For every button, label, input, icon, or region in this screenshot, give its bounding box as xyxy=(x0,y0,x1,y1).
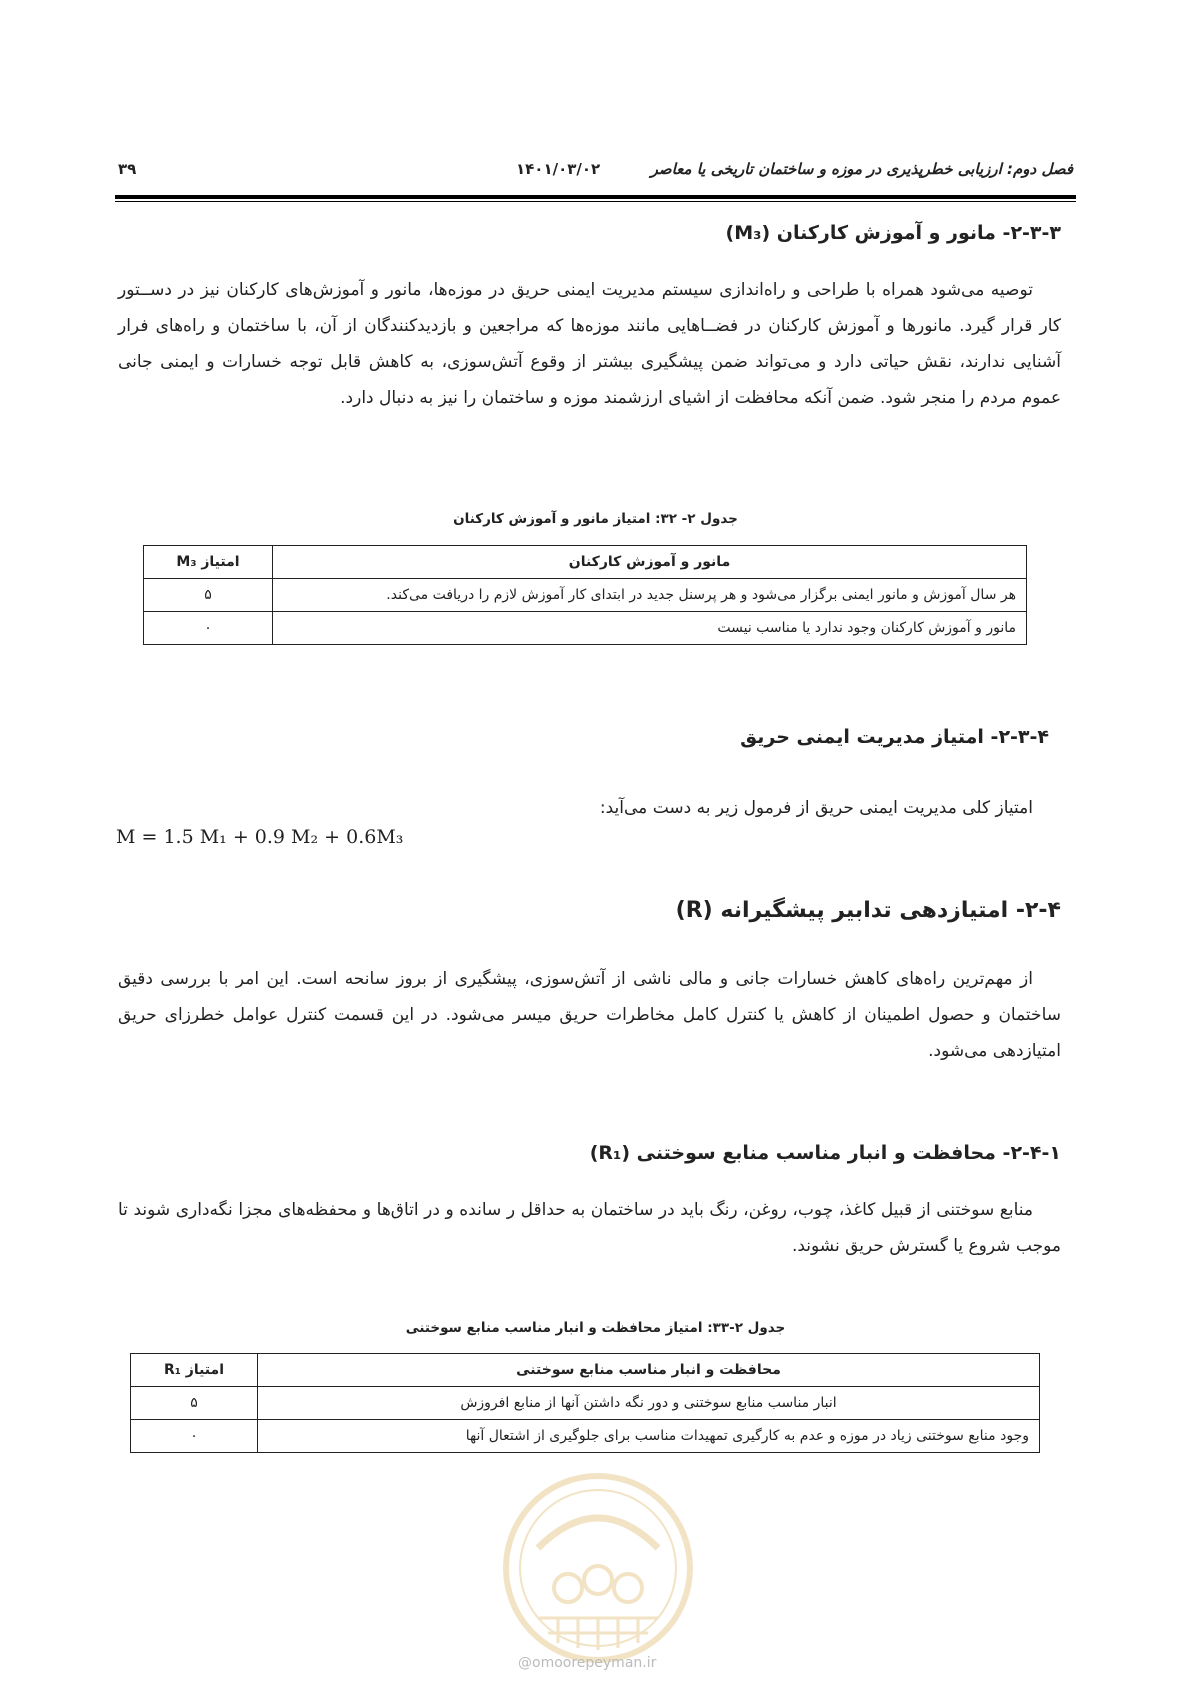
table-row xyxy=(144,579,1027,612)
watermark-url: @omoorepeyman.ir xyxy=(518,1655,657,1671)
table-row xyxy=(144,612,1027,645)
table-32 xyxy=(143,545,1027,645)
table-cell-desc: انبار مناسب منابع سوختنی و دور نگه داشتن آنها از منابع افروزش xyxy=(258,1387,1040,1420)
table-header-row xyxy=(131,1354,1040,1387)
section-r-heading: ۲-۴- امتیازدهی تدابیر پیشگیرانه (R) xyxy=(675,898,1061,923)
section-total-intro: امتیاز کلی مدیریت ایمنی حریق از فرمول زیر به دست می‌آید: xyxy=(599,798,1033,818)
header-rule-thin xyxy=(115,201,1076,202)
header-date: ۱۴۰۱/۰۳/۰۲ xyxy=(516,160,601,178)
section-r1-heading: ۲-۴-۱- محافظت و انبار مناسب منابع سوختنی (R₁) xyxy=(589,1142,1061,1164)
table-header-row xyxy=(144,546,1027,579)
table-cell-desc: مانور و آموزش کارکنان وجود ندارد یا مناسب نیست xyxy=(273,612,1027,645)
section-total-heading: ۲-۳-۴- امتیاز مدیریت ایمنی حریق xyxy=(740,726,1049,748)
table-32-caption: جدول ۲- ۳۲: امتیاز مانور و آموزش کارکنان xyxy=(453,511,738,527)
table-33 xyxy=(130,1353,1040,1453)
table-header-cell: محافظت و انبار مناسب منابع سوختنی xyxy=(258,1354,1040,1387)
formula: M = 1.5 M₁ + 0.9 M₂ + 0.6M₃ xyxy=(116,826,404,848)
table-row xyxy=(131,1387,1040,1420)
table-33-caption: جدول ۲-۳۳: امتیاز محافظت و انبار مناسب منابع سوختنی xyxy=(405,1320,786,1336)
section-r-paragraph: از مهم‌ترین راه‌های کاهش خسارات جانی و مالی ناشی از آتش‌سوزی، پیشگیری از بروز سانحه است. این امر با بررسی دقیق ساختمان و حصول اطمینان از کاهش یا کنترل کامل مخاطرات حریق میسر می‌شود. در این قسمت کنترل عوامل خطرزای حریق امتیازدهی می‌شود. xyxy=(118,969,1061,1061)
table-cell-score: ۵ xyxy=(131,1387,258,1420)
section-r1-paragraph: منابع سوختنی از قبیل کاغذ، چوب، روغن، رنگ باید در ساختمان به حداقل ر سانده و در اتاق‌ها و محفظه‌های مجزا نگه‌داری شوند تا موجب شروع یا گسترش حریق نشوند. xyxy=(118,1200,1061,1256)
table-row xyxy=(131,1420,1040,1453)
table-header-cell: امتیاز R₁ xyxy=(131,1354,258,1387)
table-header-cell: امتیاز M₃ xyxy=(144,546,273,579)
page-header xyxy=(118,160,1073,186)
table-cell-score: ۰ xyxy=(144,612,273,645)
chapter-title: فصل دوم: ارزیابی خطرپذیری در موزه و ساختمان تاریخی یا معاصر xyxy=(650,160,1073,178)
section-m3-heading: ۲-۳-۳- مانور و آموزش کارکنان (M₃) xyxy=(725,222,1061,244)
table-cell-desc: هر سال آموزش و مانور ایمنی برگزار می‌شود و هر پرسنل جدید در ابتدای کار آموزش لازم را دریافت می‌کند. xyxy=(273,579,1027,612)
table-cell-desc: وجود منابع سوختنی زیاد در موزه و عدم به کارگیری تمهیدات مناسب برای جلوگیری از اشتعال آنها xyxy=(258,1420,1040,1453)
page-number: ۳۹ xyxy=(118,160,137,178)
table-cell-score: ۰ xyxy=(131,1420,258,1453)
watermark-logo-icon xyxy=(498,1468,698,1668)
header-rule-thick xyxy=(115,195,1076,199)
table-cell-score: ۵ xyxy=(144,579,273,612)
table-header-cell: مانور و آموزش کارکنان xyxy=(273,546,1027,579)
section-m3-paragraph: توصیه می‌شود همراه با طراحی و راه‌اندازی سیستم مدیریت ایمنی حریق در موزه‌ها، مانور و آموزش‌های کارکنان نیز در دســتور کار قرار گیرد. مانورها و آموزش کارکنان در فضــاهایی مانند موزه‌ها که مراجعین و بازدیدکنندگان از آن، با ساختمان و راه‌های فرار آشنایی ندارند، نقش حیاتی دارد و می‌تواند ضمن پیشگیری بیشتر از وقوع آتش‌سوزی، به کاهش قابل توجه خسارات و ایمنی جانی عموم مردم را منجر شود. ضمن آنکه محافظت از اشیای ارزشمند موزه و ساختمان را نیز به دنبال دارد. xyxy=(118,280,1061,408)
